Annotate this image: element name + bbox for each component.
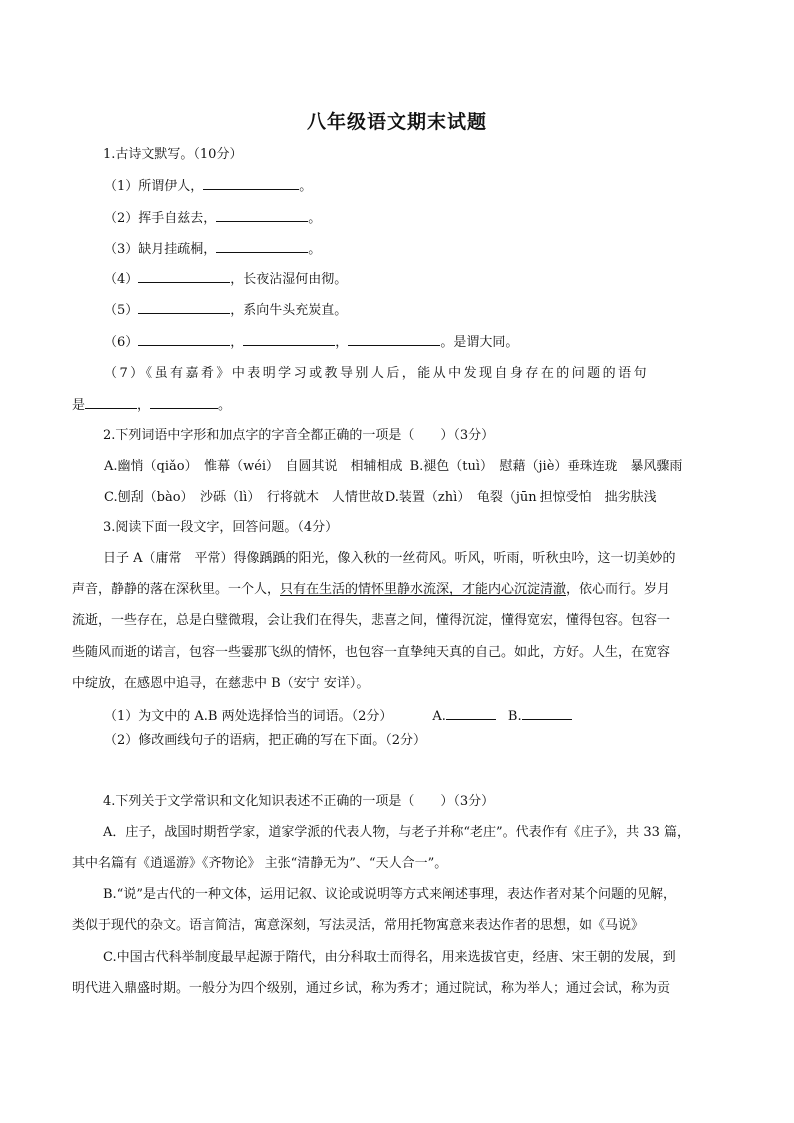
- q2-option-b-word-2: 暴风骤雨: [617, 459, 683, 474]
- q1-line-1-end: 。: [299, 179, 313, 194]
- q2-options-row-1: [104, 457, 682, 476]
- q3-passage-line-4: 些随风而逝的诺言，包容一些霎那飞纵的情怀，也包容一直挚纯天真的自己。如此，方好。人生，在宽容: [72, 645, 671, 660]
- q4-option-c-line-2: 明代进入鼎盛时期。一般分为四个级别，通过乡试，称为秀才；通过院试，称为举人；通过会试，称为贡: [72, 981, 671, 996]
- q3-passage-line-3: 流逝，一些存在，总是白璧微瑕，会让我们在得失，悲喜之间，懂得沉淀，懂得宽宏，懂得包容。包容一: [72, 613, 671, 628]
- q1-line-1-text: （1）所谓伊人，: [104, 179, 204, 194]
- q4-option-c-line-1: C.中国古代科举制度最早起源于隋代，由分科取士而得名，用来选拔官吏，经唐、宋王朝的发展，到: [103, 950, 676, 965]
- q3-passage-text: ，依心而行。岁月: [566, 582, 671, 597]
- q3-sub-1-a: A.: [432, 709, 446, 724]
- q2-option-b-word: 垂珠连珑: [567, 458, 618, 473]
- q1-line-3: [104, 240, 321, 259]
- q1-line-2: [104, 209, 321, 228]
- q1-line-6-end: 。是谓大同。: [440, 335, 519, 350]
- q1-line-3-end: 。: [308, 242, 322, 257]
- q1-line-7-text: 是: [72, 398, 86, 413]
- q1-line-7-cont: [72, 396, 231, 415]
- answer-blank[interactable]: [85, 396, 137, 409]
- answer-blank[interactable]: [522, 707, 572, 720]
- q1-line-4-text: （4）: [104, 272, 139, 287]
- q1-line-6-text: （6）: [104, 335, 139, 350]
- q1-line-2-end: 。: [308, 211, 322, 226]
- q1-line-6-sep: ，: [335, 335, 349, 350]
- q3-passage-line-2: [72, 581, 670, 599]
- q2-heading: 2.下列词语中字形和加点字的字音全都正确的一项是（ ）（3分）: [103, 428, 495, 443]
- q2-option-d: D.装置（zhì） 龟裂（jūn: [384, 490, 537, 505]
- q3-passage-text: 声音，静静的落在深秋里。一个人，: [72, 582, 281, 597]
- q1-line-5: [104, 301, 347, 320]
- answer-blank[interactable]: [243, 333, 335, 346]
- q1-line-3-text: （3）缺月挂疏桐，: [104, 242, 217, 257]
- q3-underlined-sentence: 只有在生活的情怀里静水流深，才能内心沉淀清澈: [280, 582, 567, 597]
- q4-option-a-line-2: 其中名篇有《逍遥游》《齐物论》 主张“清静无为”、“天人合一”。: [72, 856, 448, 871]
- q3-heading: 3.阅读下面一段文字，回答问题。（4分）: [103, 520, 339, 535]
- q4-option-a-line-1: A．庄子，战国时期哲学家，道家学派的代表人物，与老子并称“老庄”。代表作有《庄子》，共 33 篇，: [103, 825, 690, 840]
- q1-line-5-text: （5）: [104, 303, 139, 318]
- q2-option-d-word-2: 拙劣肤浅: [591, 490, 657, 505]
- q2-option-d-word: 担惊受怕: [539, 490, 592, 505]
- q2-options-row-2: [104, 489, 657, 507]
- q1-line-6-sep: ，: [230, 335, 244, 350]
- q1-line-7: （7）《虽有嘉肴》中表明学习或教导别人后，能从中发现自身存在的问题的语句: [104, 366, 649, 381]
- answer-blank[interactable]: [203, 177, 299, 190]
- q1-line-6: [104, 333, 518, 352]
- answer-blank[interactable]: [446, 707, 496, 720]
- q3-passage-line-5: 中绽放，在感恩中追寻，在慈悲中 B（安宁 安详）。: [72, 676, 370, 691]
- q3-passage-line-1: 日子 A（庸常 平常）得像踽踽的阳光，像入秋的一丝荷风。听风，听雨，听秋虫吟，这一切美妙的: [103, 551, 676, 566]
- answer-blank[interactable]: [138, 301, 230, 314]
- q4-option-b-line-1: B.“说”是古代的一种文体，运用记叙、议论或说明等方式来阐述事理，表达作者对某个问题的见解，: [103, 887, 676, 902]
- q1-line-7-sep: ，: [137, 398, 151, 413]
- q2-option-c: C.刨刮（bào） 沙砾（lì） 行将就木 人情世故: [104, 490, 384, 505]
- q3-sub-1-b: B.: [507, 709, 522, 724]
- q1-heading: 1.古诗文默写。（10分）: [103, 147, 243, 162]
- q1-line-2-text: （2）挥手自兹去，: [104, 211, 217, 226]
- q1-line-5-end: ，系向牛头充炭直。: [230, 303, 348, 318]
- q1-line-4-end: ，长夜沾湿何由彻。: [230, 272, 348, 287]
- answer-blank[interactable]: [348, 333, 440, 346]
- q2-option-a: A.幽悄（qiǎo） 惟幕（wéi） 自圆其说 相辅相成: [104, 459, 403, 474]
- page-title: 八年级语文期末试题: [306, 111, 487, 133]
- q4-heading: 4.下列关于文学常识和文化知识表述不正确的一项是（ ）（3分）: [103, 794, 495, 809]
- q3-sub-2: （2）修改画线句子的语病，把正确的写在下面。（2分）: [104, 733, 427, 748]
- q4-option-b-line-2: 类似于现代的杂文。语言简洁，寓意深刻，写法灵活，常用托物寓意来表达作者的思想，如《马说》: [72, 918, 645, 933]
- q1-line-7-end: 。: [218, 398, 232, 413]
- q1-line-4: [104, 270, 347, 289]
- q3-sub-1-text: （1）为文中的 A.B 两处选择恰当的词语。（2分）: [104, 709, 393, 724]
- answer-blank[interactable]: [138, 270, 230, 283]
- answer-blank[interactable]: [216, 240, 308, 253]
- answer-blank[interactable]: [216, 209, 308, 222]
- q2-option-b: B.褪色（tuì） 慰藉（jiè）: [409, 459, 568, 474]
- answer-blank[interactable]: [138, 333, 230, 346]
- q1-line-1: [104, 177, 312, 196]
- answer-blank[interactable]: [150, 396, 218, 409]
- q3-sub-1: [104, 707, 572, 726]
